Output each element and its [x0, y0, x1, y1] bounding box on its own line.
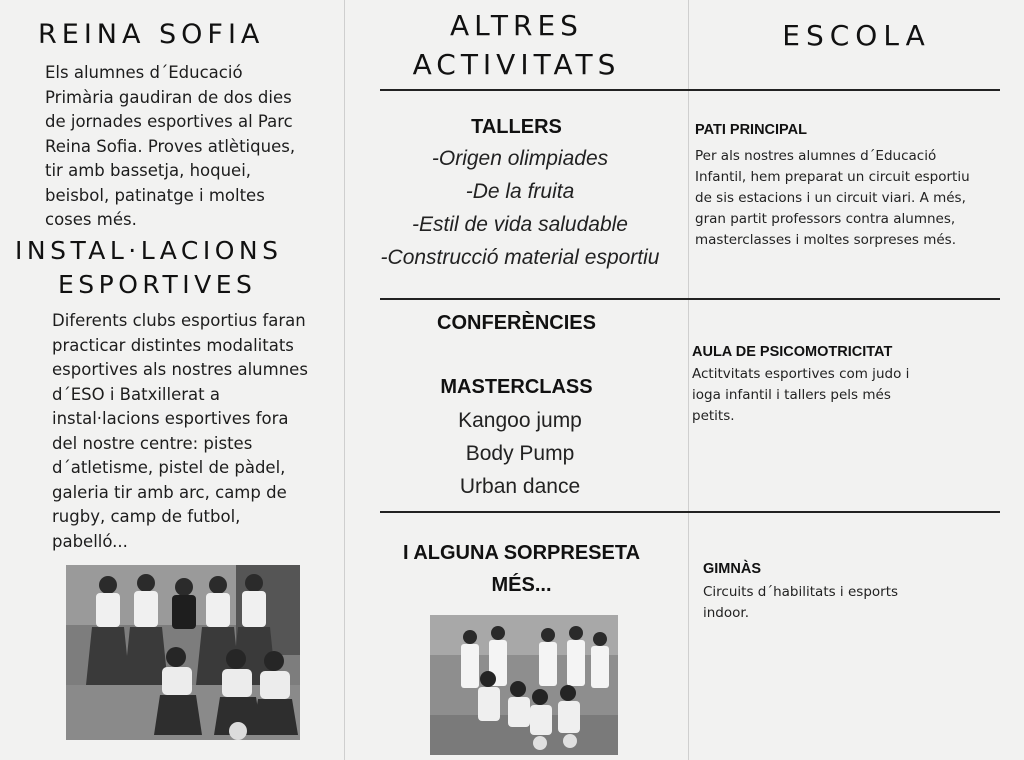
text-line: gran partit professors contra alumnes,	[695, 211, 956, 227]
text-line: Reina Sofia. Proves atlètiques,	[45, 136, 296, 156]
text-line: Infantil, hem preparat un circuit esportiu	[695, 169, 970, 185]
text-line: beisbol, patinatge i moltes	[45, 185, 265, 205]
list-item: Urban dance	[459, 475, 581, 498]
text-line: de sis estacions i un circuit viari. A més,	[695, 190, 966, 206]
text-line: coses més.	[45, 210, 137, 229]
text-line: tir amb bassetja, hoquei,	[45, 161, 252, 180]
title-activitats: ACTIVITATS	[412, 48, 621, 81]
heading-conferencies: CONFERÈNCIES	[437, 312, 596, 334]
text-line: ioga infantil i tallers pels més	[692, 387, 891, 403]
historic-team-photo-middle	[430, 615, 618, 755]
text-line: d´ESO i Batxillerat a	[52, 384, 220, 404]
text-pati-principal	[695, 146, 1020, 251]
text-line: masterclasses i moltes sorpreses més.	[695, 232, 956, 248]
text-line: Diferents clubs esportius faran	[52, 311, 306, 330]
heading-pati-principal: PATI PRINCIPAL	[695, 122, 807, 138]
text-line: instal·lacions esportives fora	[52, 409, 289, 428]
text-line: Circuits d´habilitats i esports	[703, 584, 899, 600]
list-item: -De la fruita	[465, 180, 575, 203]
panel-escola	[689, 0, 1024, 760]
panel-reina-sofia	[0, 0, 344, 760]
text-aula-psicomotricitat	[692, 364, 1017, 427]
list-item: -Origen olimpiades	[431, 147, 609, 170]
heading-sorpreseta: I ALGUNA SORPRESETA	[402, 542, 641, 564]
heading-gimnas: GIMNÀS	[703, 561, 761, 577]
title-escola: ESCOLA	[782, 19, 931, 52]
title-instal-lacions-line1: INSTAL·LACIONS	[15, 236, 283, 265]
title-altres: ALTRES	[450, 9, 583, 42]
text-line: Actitvitats esportives com judo i	[692, 366, 910, 382]
text-line: indoor.	[703, 605, 749, 621]
text-line: petits.	[692, 408, 735, 424]
list-item: Body Pump	[465, 442, 575, 465]
text-line: de jornades esportives al Parc	[45, 112, 293, 131]
heading-tallers: TALLERS	[471, 116, 562, 138]
heading-aula-psicomotricitat: AULA DE PSICOMOTRICITAT	[692, 344, 893, 360]
list-item: Kangoo jump	[458, 409, 582, 432]
title-instal-lacions-line2: ESPORTIVES	[58, 270, 257, 299]
text-line: Per als nostres alumnes d´Educació	[695, 148, 937, 164]
historic-team-photo-left	[66, 565, 300, 740]
text-line: pabelló...	[52, 531, 128, 551]
panel-altres-activitats	[345, 0, 688, 760]
text-line: Primària gaudiran de dos dies	[45, 87, 292, 107]
text-line: esportives als nostres alumnes	[52, 360, 308, 379]
text-instal-lacions	[52, 309, 342, 554]
list-tallers	[345, 142, 695, 274]
text-gimnas	[703, 582, 1018, 624]
text-line: galeria tir amb arc, camp de	[52, 482, 287, 502]
title-reina-sofia: REINA SOFIA	[38, 19, 265, 50]
heading-sorpreseta-mes: MÉS...	[491, 574, 552, 596]
text-line: practicar distintes modalitats	[52, 335, 294, 355]
list-item: -Construcció material esportiu	[380, 246, 660, 269]
text-line: del nostre centre: pistes	[52, 433, 253, 453]
list-item: -Estil de vida saludable	[412, 213, 628, 236]
list-masterclass	[345, 404, 695, 503]
text-reina-sofia	[45, 61, 340, 233]
text-line: Els alumnes d´Educació	[45, 63, 243, 82]
text-line: d´atletisme, pistel de pàdel,	[52, 458, 286, 477]
text-line: rugby, camp de futbol,	[52, 507, 241, 526]
heading-masterclass: MASTERCLASS	[440, 376, 593, 398]
